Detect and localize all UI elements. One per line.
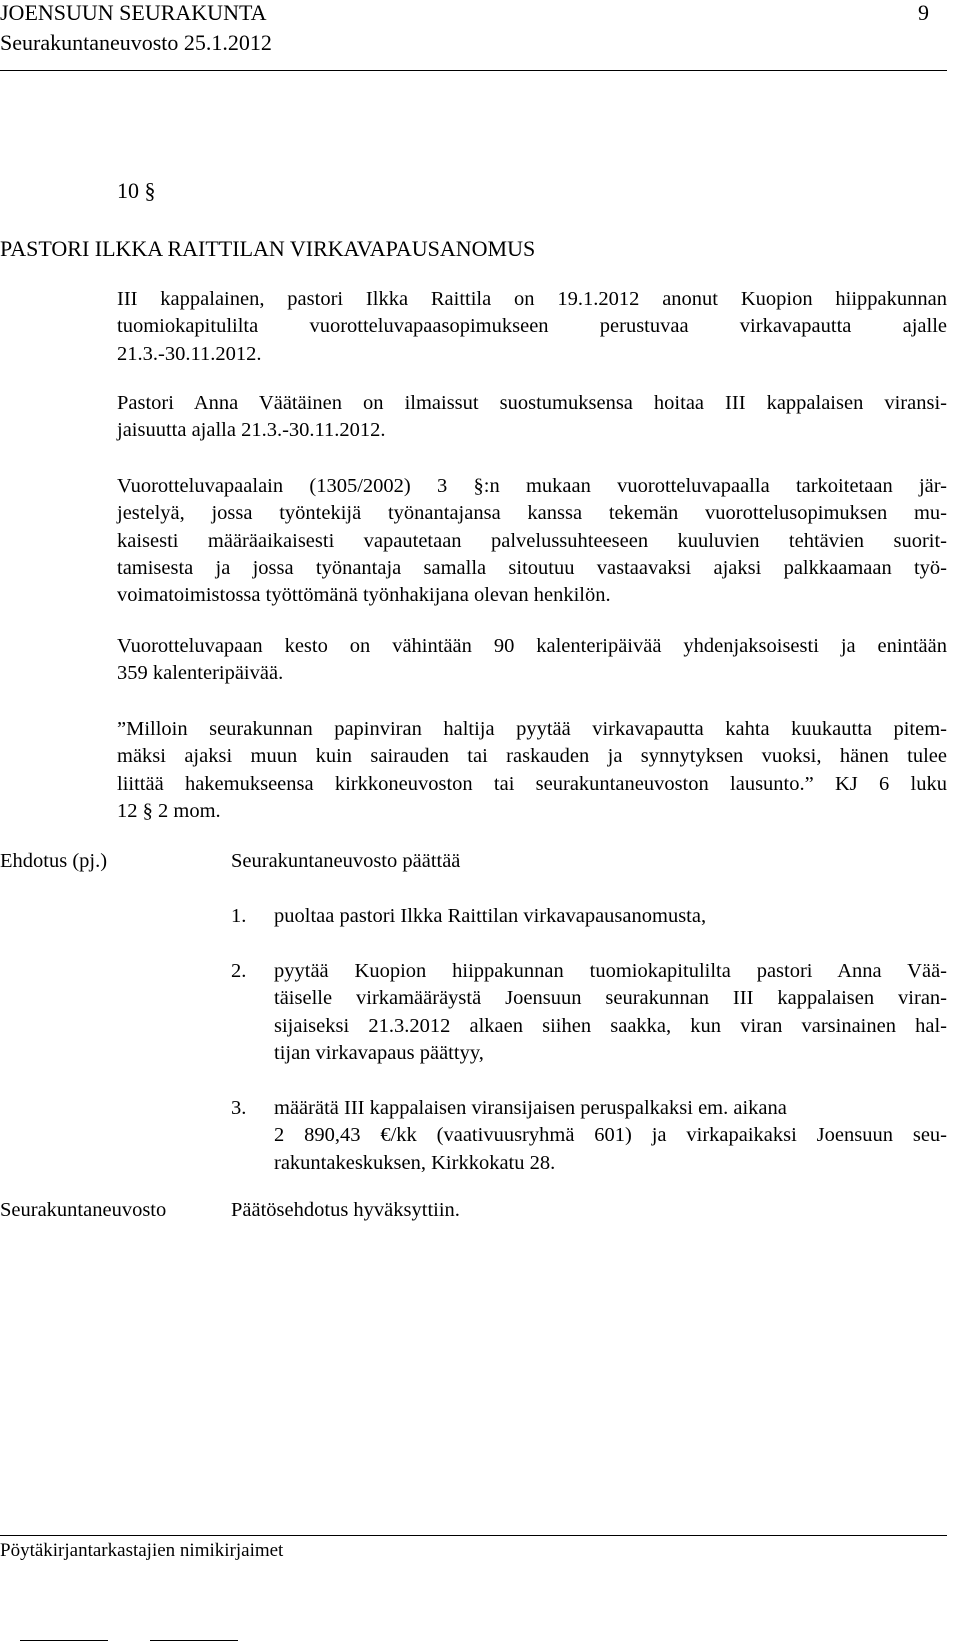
decision-text: Päätösehdotus hyväksyttiin. <box>231 1199 460 1221</box>
paragraph-line: jestelyä, jossa työntekijä työnantajansa kanssa tekemän vuorottelusopimuksen mu- <box>117 502 947 525</box>
signature-label: Pöytäkirjantarkastajien nimikirjaimet <box>0 1540 284 1561</box>
paragraph-line: Pastori Anna Väätäinen on ilmaissut suostumuksensa hoitaa III kappalaisen viransi- <box>117 392 947 414</box>
item-line: pyytää Kuopion hiippakunnan tuomiokapitulilta pastori Anna Vää- <box>274 960 947 982</box>
item-line: puoltaa pastori Ilkka Raittilan virkavapausanomusta, <box>274 905 707 927</box>
meeting-info: Seurakuntaneuvosto 25.1.2012 <box>0 30 272 55</box>
footer-divider <box>0 1535 947 1536</box>
signature-line <box>150 1640 238 1641</box>
paragraph-law <box>117 473 947 609</box>
paragraph-line: voimatoimistossa työttömänä työnhakijana olevan henkilön. <box>117 584 611 607</box>
item-line: rakuntakeskuksen, Kirkkokatu 28. <box>274 1151 556 1174</box>
item-number: 1. <box>231 905 247 927</box>
proposal-label: Ehdotus (pj.) <box>0 850 108 872</box>
item-line: täiselle virkamääräystä Joensuun seurakunnan III kappalaisen viran- <box>274 987 947 1010</box>
item-line: 2 890,43 €/kk (vaativuusryhmä 601) ja virkapaikaksi Joensuun seu- <box>274 1124 947 1147</box>
paragraph-line: ”Milloin seurakunnan papinviran haltija pyytää virkavapautta kahta kuukautta pitem- <box>117 718 947 740</box>
paragraph-line: liittää hakemukseensa kirkkoneuvoston tai seurakuntaneuvoston lausunto.” KJ 6 luku <box>117 772 947 795</box>
decision-label: Seurakuntaneuvosto <box>0 1199 167 1221</box>
paragraph-line: 12 § 2 mom. <box>117 799 221 822</box>
page-number: 9 <box>918 0 929 25</box>
paragraph-line: mäksi ajaksi muun kuin sairauden tai raskauden ja synnytyksen vuoksi, hänen tulee <box>117 745 947 768</box>
item-number: 2. <box>231 960 247 982</box>
item-line: sijaiseksi 21.3.2012 alkaen siihen saakka, kun viran varsinainen hal- <box>274 1014 947 1037</box>
section-number: 10 § <box>117 178 156 203</box>
paragraph-line: 359 kalenteripäivää. <box>117 662 284 685</box>
paragraph-line: 21.3.-30.11.2012. <box>117 342 262 365</box>
organization-name: JOENSUUN SEURAKUNTA <box>0 0 267 25</box>
paragraph-line: jaisuutta ajalla 21.3.-30.11.2012. <box>117 419 386 442</box>
proposal-heading: Seurakuntaneuvosto päättää <box>231 850 461 872</box>
header-divider <box>0 70 947 71</box>
paragraph-quote <box>117 716 947 825</box>
item-line: määrätä III kappalaisen viransijaisen peruspalkaksi em. aikana <box>274 1097 787 1119</box>
paragraph-line: kaisesti määräaikaisesti vapautetaan palvelussuhteeseen kuuluvien tehtävien suorit- <box>117 529 947 552</box>
signature-line <box>20 1640 108 1641</box>
paragraph-duration <box>117 633 947 688</box>
paragraph-line: Vuorotteluvapaalain (1305/2002) 3 §:n mukaan vuorotteluvapaalla tarkoitetaan jär- <box>117 475 947 497</box>
section-title: PASTORI ILKKA RAITTILAN VIRKAVAPAUSANOMUS <box>0 236 536 261</box>
paragraph-line: tamisesta ja jossa työnantaja samalla sitoutuu vastaavaksi ajaksi palkkaamaan työ- <box>117 556 947 579</box>
paragraph-application <box>117 286 947 368</box>
item-number: 3. <box>231 1097 247 1119</box>
paragraph-line: III kappalainen, pastori Ilkka Raittila on 19.1.2012 anonut Kuopion hiippakunnan <box>117 288 947 310</box>
paragraph-line: Vuorotteluvapaan kesto on vähintään 90 kalenteripäivää yhdenjaksoisesti ja enintään <box>117 635 947 657</box>
paragraph-line: tuomiokapitulilta vuorotteluvapaasopimukseen perustuvaa virkavapautta ajalle <box>117 315 947 338</box>
paragraph-substitute <box>117 390 947 445</box>
item-line: tijan virkavapaus päättyy, <box>274 1041 484 1064</box>
